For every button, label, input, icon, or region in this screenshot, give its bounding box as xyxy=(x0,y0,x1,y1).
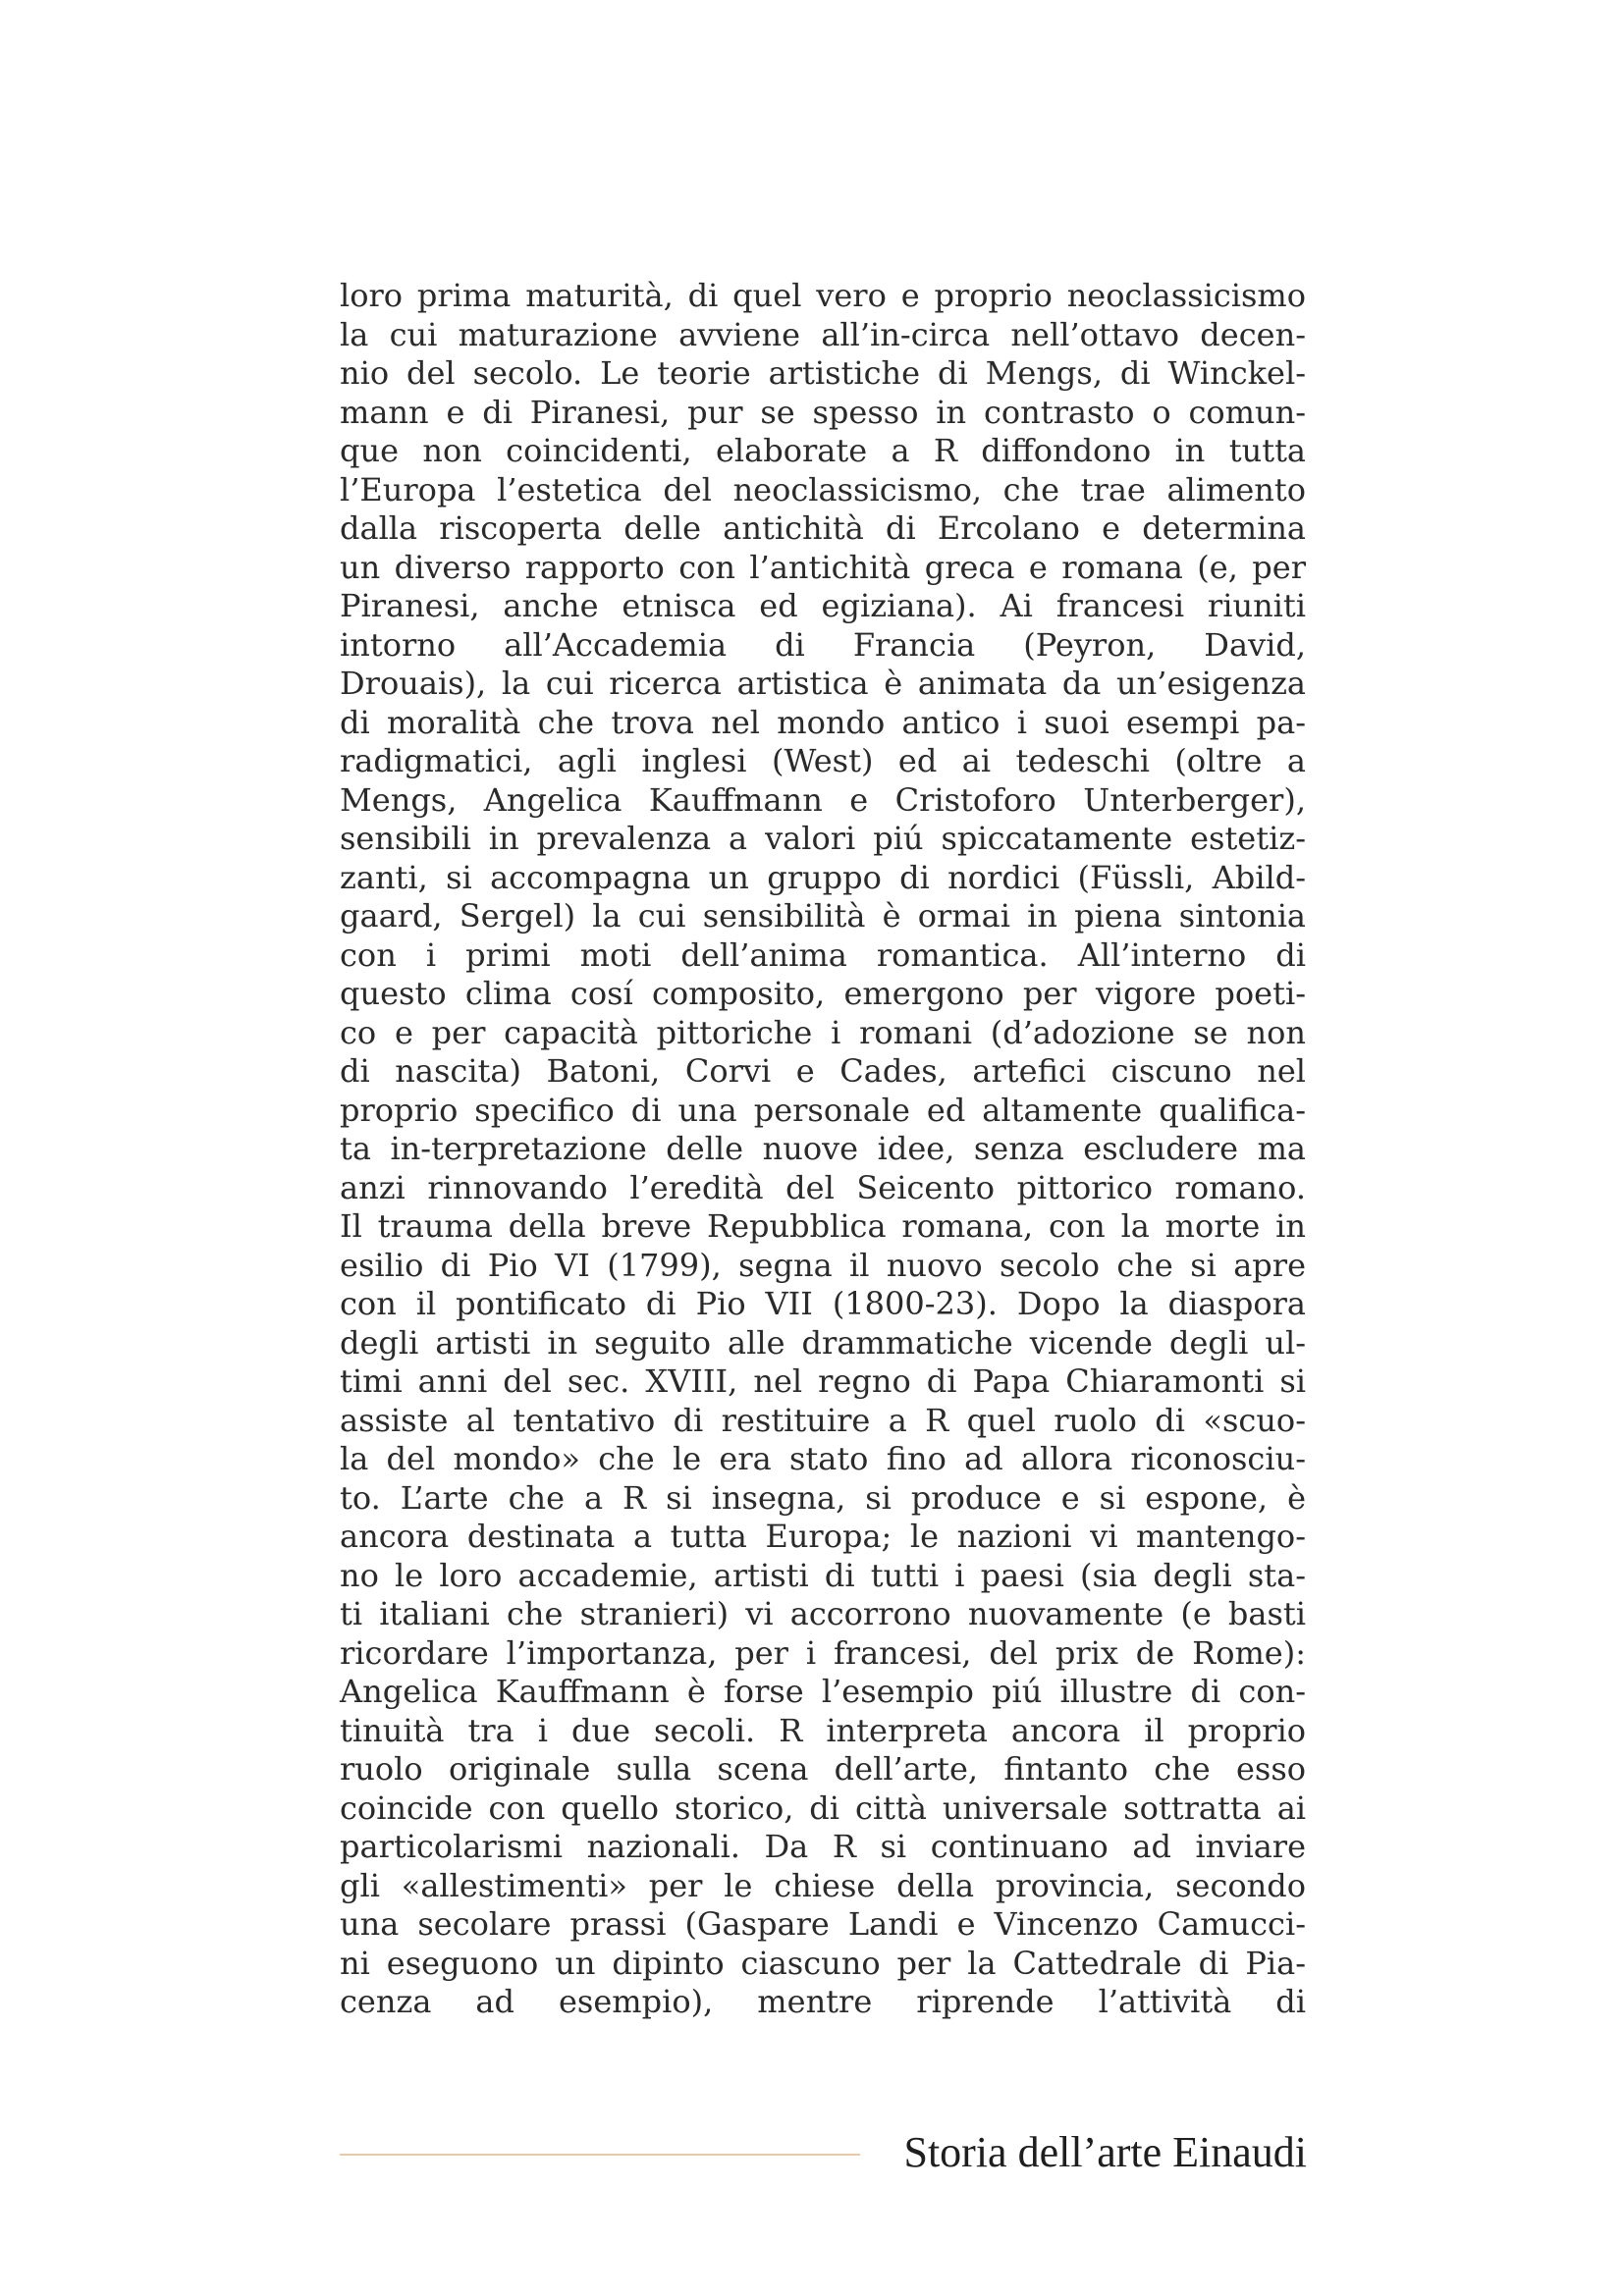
text-line: con il pontificato di Pio VII (1800-23). Dopo la diaspora xyxy=(340,1285,1306,1322)
text-line: ricordare l’importanza, per i francesi, del prix de Rome): xyxy=(340,1633,1306,1672)
text-line: to. L’arte che a R si insegna, si produce e si espone, è xyxy=(340,1478,1306,1517)
text-line: que non coincidenti, elaborate a R diffondono in tutta xyxy=(340,432,1306,469)
text-line: anzi rinnovando l’eredità del Seicento pittorico romano. xyxy=(340,1168,1306,1206)
text-line: con i primi moti dell’anima romantica. All’interno di xyxy=(340,935,1306,974)
text-line: di moralità che trova nel mondo antico i suoi esempi pa- xyxy=(340,703,1306,741)
text-line: ti italiani che stranieri) vi accorrono nuovamente (e basti xyxy=(340,1595,1306,1632)
text-line: ancora destinata a tutta Europa; le nazioni vi mantengo- xyxy=(340,1518,1306,1555)
text-line: cenza ad esempio), mentre riprende l’attività di xyxy=(340,1983,1306,2020)
text-line: assiste al tentativo di restituire a R quel ruolo di «scuo- xyxy=(340,1401,1306,1439)
body-text xyxy=(340,277,1306,2022)
text-line: la del mondo» che le era stato fino ad allora riconosciu- xyxy=(340,1440,1306,1477)
text-line: gli «allestimenti» per le chiese della provincia, secondo xyxy=(340,1866,1306,1904)
text-line: questo clima cosí composito, emergono per vigore poeti- xyxy=(340,975,1306,1012)
text-line: una secolare prassi (Gaspare Landi e Vincenzo Camucci- xyxy=(340,1905,1306,1943)
text-line: mann e di Piranesi, pur se spesso in contrasto o comun- xyxy=(340,393,1306,431)
text-line: no le loro accademie, artisti di tutti i paesi (sia degli sta- xyxy=(340,1556,1306,1594)
text-line: proprio specifico di una personale ed altamente qualifica- xyxy=(340,1091,1306,1129)
text-line: co e per capacità pittoriche i romani (d’adozione se non xyxy=(340,1013,1306,1051)
text-line: radigmatici, agli inglesi (West) ed ai tedeschi (oltre a xyxy=(340,742,1306,779)
text-line: loro prima maturità, di quel vero e proprio neoclassicismo xyxy=(340,277,1306,314)
text-line: sensibili in prevalenza a valori piú spiccatamente estetiz- xyxy=(340,820,1306,857)
text-line: nio del secolo. Le teorie artistiche di Mengs, di Winckel- xyxy=(340,354,1306,392)
text-line: esilio di Pio VI (1799), segna il nuovo secolo che si apre xyxy=(340,1246,1306,1284)
footer-series-title: Storia dell’arte Einaudi xyxy=(903,2128,1307,2176)
text-line: dalla riscoperta delle antichità di Ercolano e determina xyxy=(340,509,1306,547)
text-line: timi anni del sec. XVIII, nel regno di Papa Chiaramonti si xyxy=(340,1362,1306,1400)
text-line: Angelica Kauffmann è forse l’esempio piú illustre di con- xyxy=(340,1673,1306,1710)
text-line: coincide con quello storico, di città universale sottratta ai xyxy=(340,1789,1306,1827)
text-line: intorno all’Accademia di Francia (Peyron, David, xyxy=(340,625,1306,664)
text-line: gaard, Sergel) la cui sensibilità è ormai in piena sintonia xyxy=(340,897,1306,934)
text-line: zanti, si accompagna un gruppo di nordici (Füssli, Abild- xyxy=(340,858,1306,896)
text-line: Piranesi, anche etnisca ed egiziana). Ai francesi riuniti xyxy=(340,587,1306,624)
text-line: Mengs, Angelica Kauffmann e Cristoforo Unterberger), xyxy=(340,780,1306,819)
footer-divider xyxy=(340,2154,860,2156)
text-line: Il trauma della breve Repubblica romana, con la morte in xyxy=(340,1207,1306,1245)
text-line: la cui maturazione avviene all’in-circa nell’ottavo decen- xyxy=(340,315,1306,353)
text-line: ta in-terpretazione delle nuove idee, senza escludere ma xyxy=(340,1130,1306,1167)
text-line: di nascita) Batoni, Corvi e Cades, artefici ciscuno nel xyxy=(340,1052,1306,1090)
text-line: un diverso rapporto con l’antichità greca e romana (e, per xyxy=(340,548,1306,586)
text-line: Drouais), la cui ricerca artistica è animata da un’esigenza xyxy=(340,665,1306,702)
text-line: particolarismi nazionali. Da R si continuano ad inviare xyxy=(340,1828,1306,1865)
text-line: ni eseguono un dipinto ciascuno per la Cattedrale di Pia- xyxy=(340,1944,1306,1982)
text-line: l’Europa l’estetica del neoclassicismo, che trae alimento xyxy=(340,470,1306,508)
text-line: ruolo originale sulla scena dell’arte, fintanto che esso xyxy=(340,1750,1306,1788)
text-line: tinuità tra i due secoli. R interpreta ancora il proprio xyxy=(340,1711,1306,1749)
text-line: degli artisti in seguito alle drammatiche vicende degli ul- xyxy=(340,1323,1306,1362)
